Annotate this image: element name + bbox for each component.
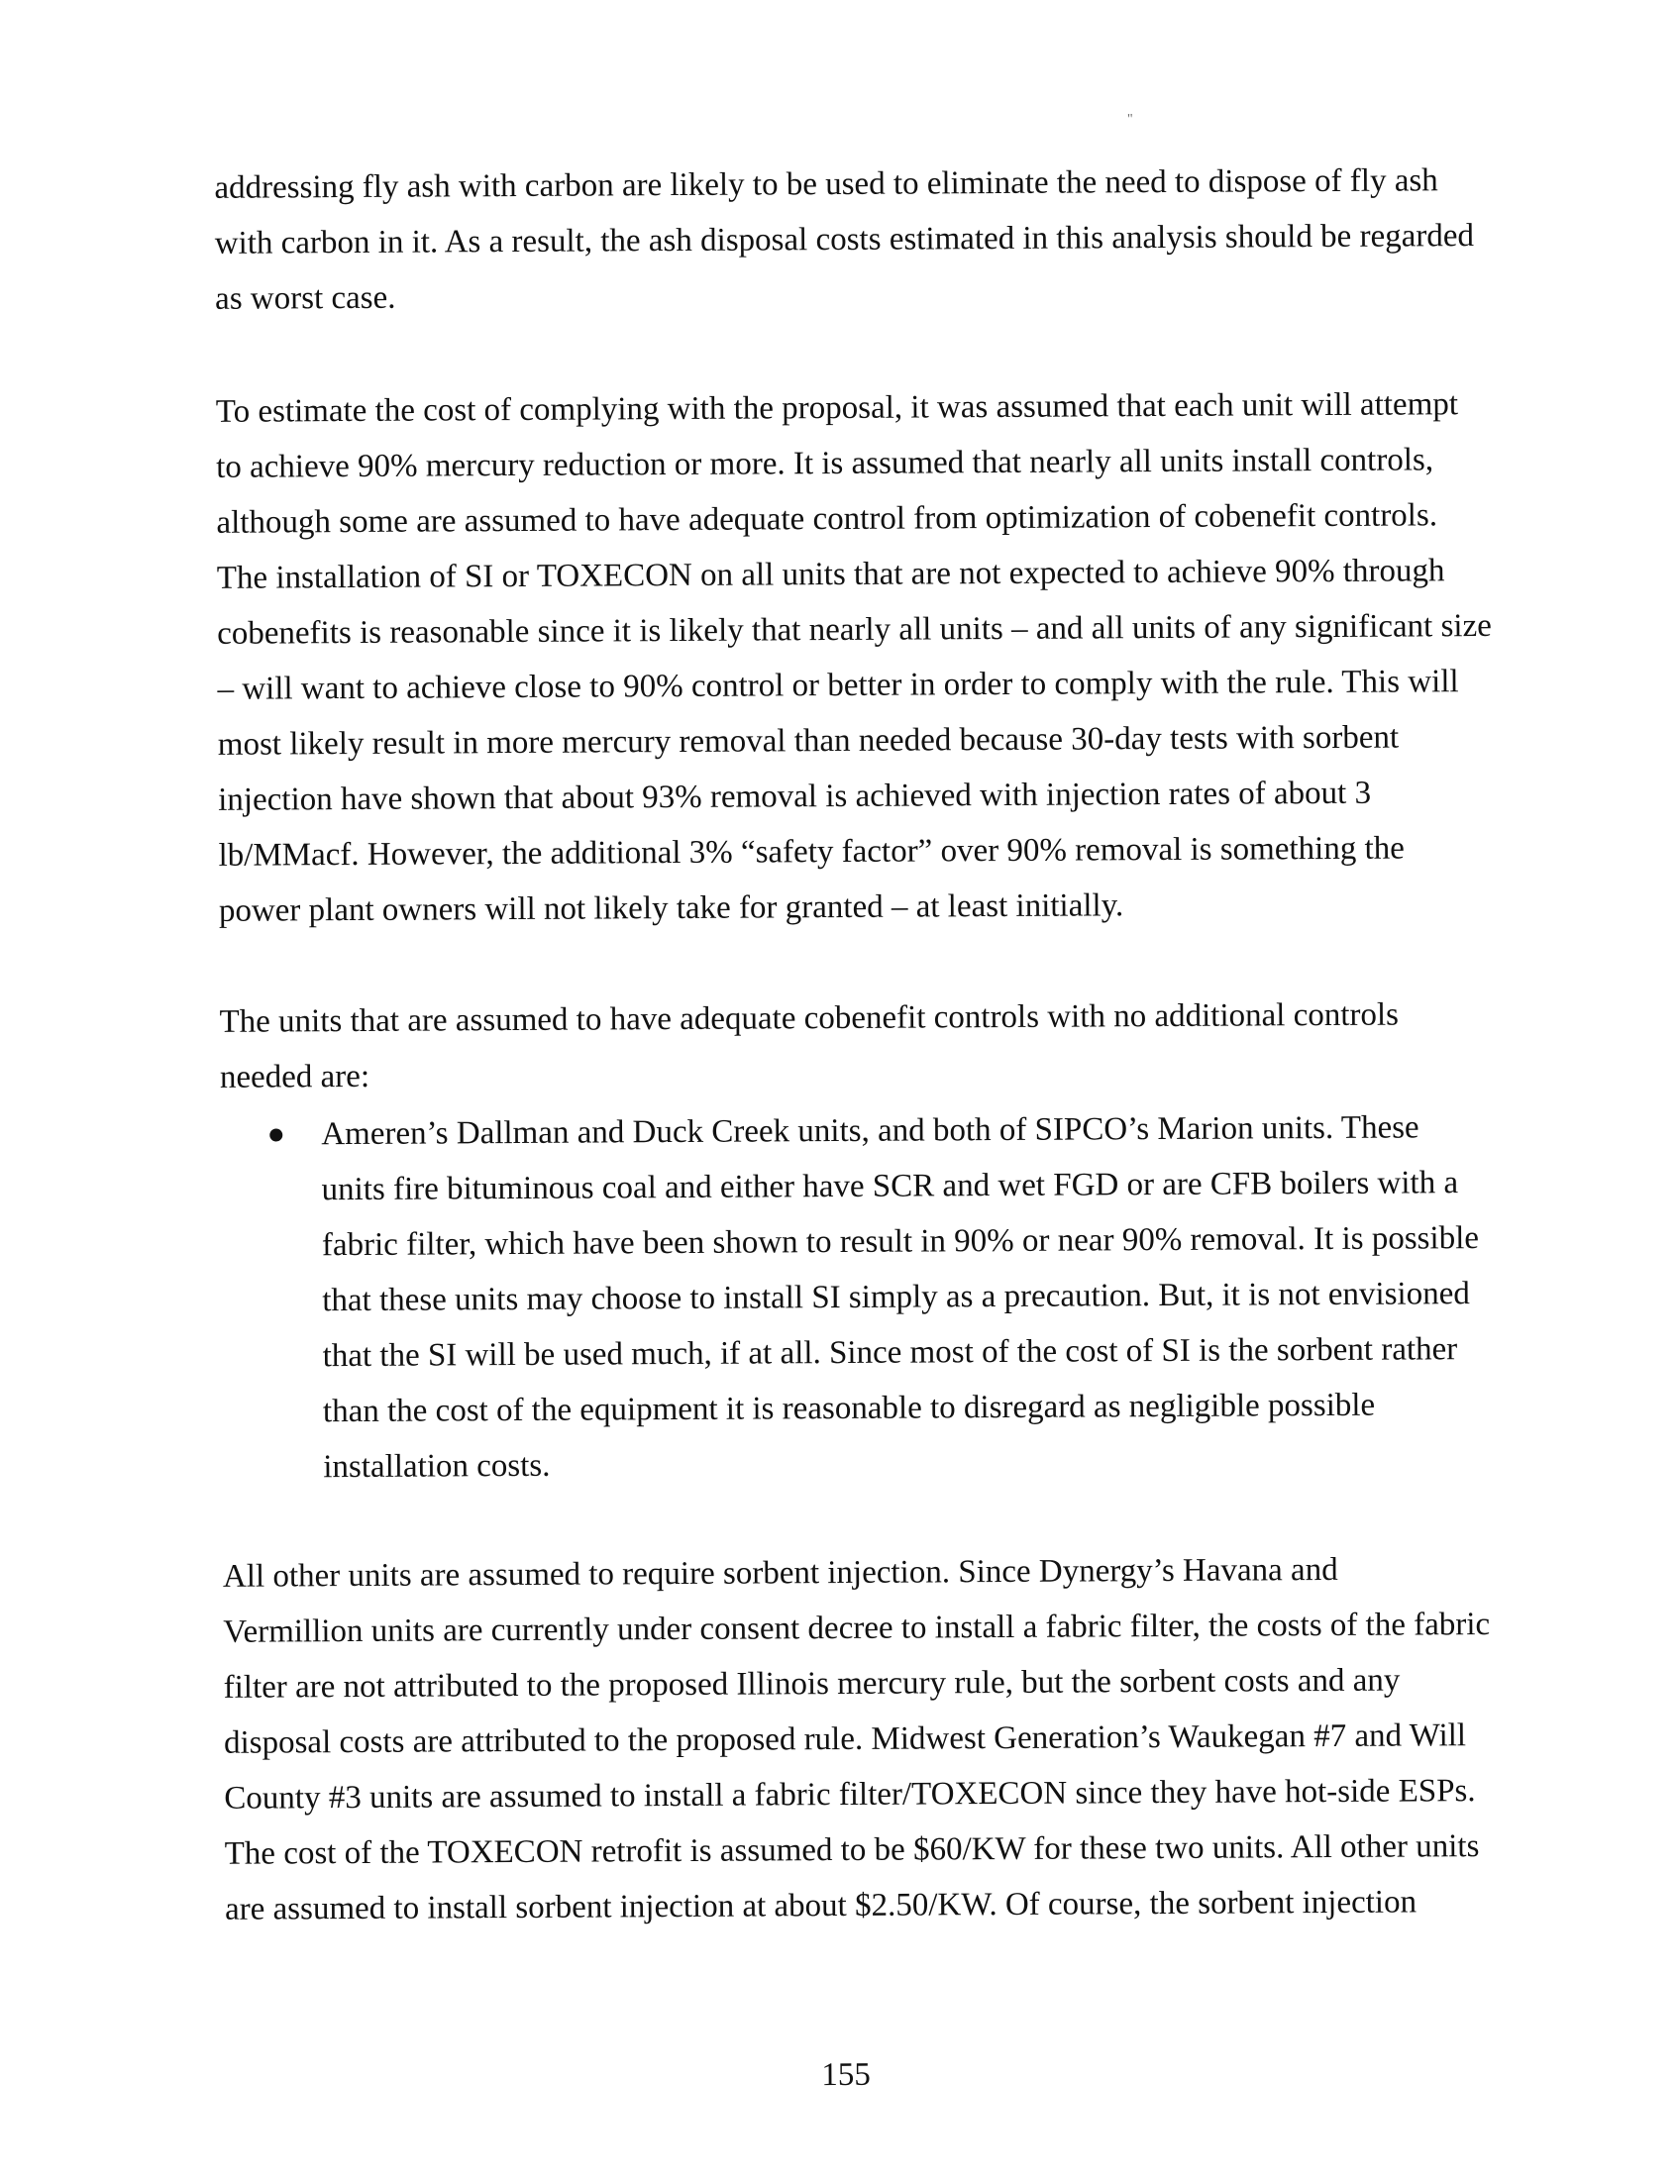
page-number: 155	[821, 2056, 871, 2094]
paragraph-sorbent-injection: All other units are assumed to require sorbent injection. Since Dynergy’s Havana and Vermillion units are currently under consent decree to install a fabric filter, the costs of the fabric filter are not attributed to the proposed Illinois mercury rule, but the sorbent costs and any disposal costs are attributed to the proposed rule. Midwest Generation’s Waukegan #7 and Will County #3 units are assumed to install a fabric filter/TOXECON since they have hot-side ESPs. The cost of the TOXECON retrofit is assumed to be $60/KW for these two units. All other units are assumed to install sorbent injection at about $2.50/KW. Of course, the sorbent injection	[222, 1551, 1491, 1927]
paragraph-cobenefit-units-intro: The units that are assumed to have adequate cobenefit controls with no additional controls needed are:	[219, 996, 1400, 1095]
paragraph-ash-disposal: addressing fly ash with carbon are likely to be used to eliminate the need to dispose of fly ash with carbon in it. As a result, the ash disposal costs estimated in this analysis should be regarded as worst case.	[214, 162, 1475, 317]
bullet-icon	[269, 1128, 282, 1141]
scan-speck: "	[1126, 112, 1133, 128]
bullet-text-ameren-sipco: Ameren’s Dallman and Duck Creek units, and both of SIPCO’s Marion units. These units fire bituminous coal and either have SCR and wet FGD or are CFB boilers with a fabric filter, which have been shown to result in 90% or near 90% removal. It is possible that these units may choose to install SI simply as a precaution. But, it is not envisioned that the SI will be used much, if at all. Since most of the cost of SI is the sorbent rather than the cost of the equipment it is reasonable to disregard as negligible possible installation costs.	[321, 1109, 1480, 1486]
paragraph-compliance-cost: To estimate the cost of complying with the proposal, it was assumed that each unit will attempt to achieve 90% mercury reduction or more. It is assumed that nearly all units install controls, although some are assumed to have adequate control from optimization of cobenefit controls. The installation of SI or TOXECON on all units that are not expected to achieve 90% through cobenefits is reasonable since it is likely that nearly all units – and all units of any significant size – will want to achieve close to 90% control or better in order to comply with the rule. This will most likely result in more mercury removal than needed because 30-day tests with sorbent injection have shown that about 93% removal is achieved with injection rates of about 3 lb/MMacf. However, the additional 3% “safety factor” over 90% removal is something the power plant owners will not likely take for granted – at least initially.	[215, 386, 1492, 929]
